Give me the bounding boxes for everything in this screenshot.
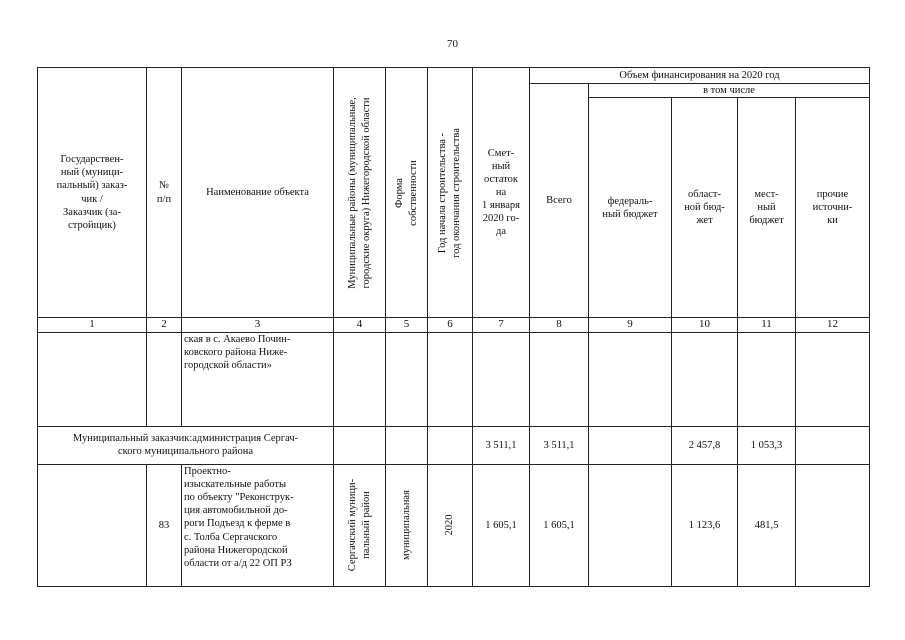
colnum: 1 (38, 318, 147, 333)
customer-local: 1 053,3 (738, 426, 796, 464)
item-remaining: 1 605,1 (473, 464, 530, 586)
colnum: 12 (796, 318, 870, 333)
colnum: 8 (530, 318, 589, 333)
customer-total: 3 511,1 (530, 426, 589, 464)
colnum: 6 (428, 318, 473, 333)
header-total: Всего (530, 84, 589, 318)
colnum: 9 (589, 318, 672, 333)
customer-remaining: 3 511,1 (473, 426, 530, 464)
header-federal: федераль- ный бюджет (589, 98, 672, 318)
header-local: мест- ный бюджет (738, 98, 796, 318)
header-regional: област- ной бюд- жет (672, 98, 738, 318)
header-remaining: Смет- ный остаток на 1 января 2020 го- да (473, 68, 530, 318)
item-local: 481,5 (738, 464, 796, 586)
financing-table (37, 67, 870, 587)
item-district: Сергачский муници- пальный район (334, 464, 386, 586)
customer-regional: 2 457,8 (672, 426, 738, 464)
item-ownership: муниципальная (386, 464, 428, 586)
header-other: прочие источни- ки (796, 98, 870, 318)
header-customer: Государствен- ный (муници- пальный) заказ- чик / Заказчик (за- стройщик) (38, 68, 147, 318)
continuation-row (38, 332, 870, 426)
item-number: 83 (147, 464, 182, 586)
item-object-name: Проектно- изыскательные работы по объекту "Реконструк- ция автомобильной до- роги Подъезд к ферме в с. Толба Сергачского района Нижегородской области от а/д 22 ОП РЗ (182, 464, 334, 586)
header-including: в том числе (589, 84, 870, 98)
colnum: 2 (147, 318, 182, 333)
page-number: 70 (447, 38, 458, 50)
item-year: 2020 (428, 464, 473, 586)
customer-row (38, 426, 870, 464)
colnum: 4 (334, 318, 386, 333)
item-total: 1 605,1 (530, 464, 589, 586)
item-regional: 1 123,6 (672, 464, 738, 586)
item-row-83 (38, 464, 870, 586)
colnum: 7 (473, 318, 530, 333)
header-years: Год начала строительства - год окончания строительства (428, 68, 473, 318)
header-object-name: Наименование объекта (182, 68, 334, 318)
colnum: 3 (182, 318, 334, 333)
header-financing-title: Объем финансирования на 2020 год (530, 68, 870, 84)
column-numbers-row (38, 318, 870, 333)
header-ownership: Форма собственности (386, 68, 428, 318)
colnum: 5 (386, 318, 428, 333)
header-district: Муниципальные районы (муниципальные, городские округа) Нижегородской области (334, 68, 386, 318)
continuation-object-name: ская в с. Акаево Почин- ковского района Ниже- городской области» (182, 332, 334, 426)
customer-label: Муниципальный заказчик:администрация Сергач- ского муниципального района (38, 426, 334, 464)
colnum: 10 (672, 318, 738, 333)
header-number: № п/п (147, 68, 182, 318)
colnum: 11 (738, 318, 796, 333)
